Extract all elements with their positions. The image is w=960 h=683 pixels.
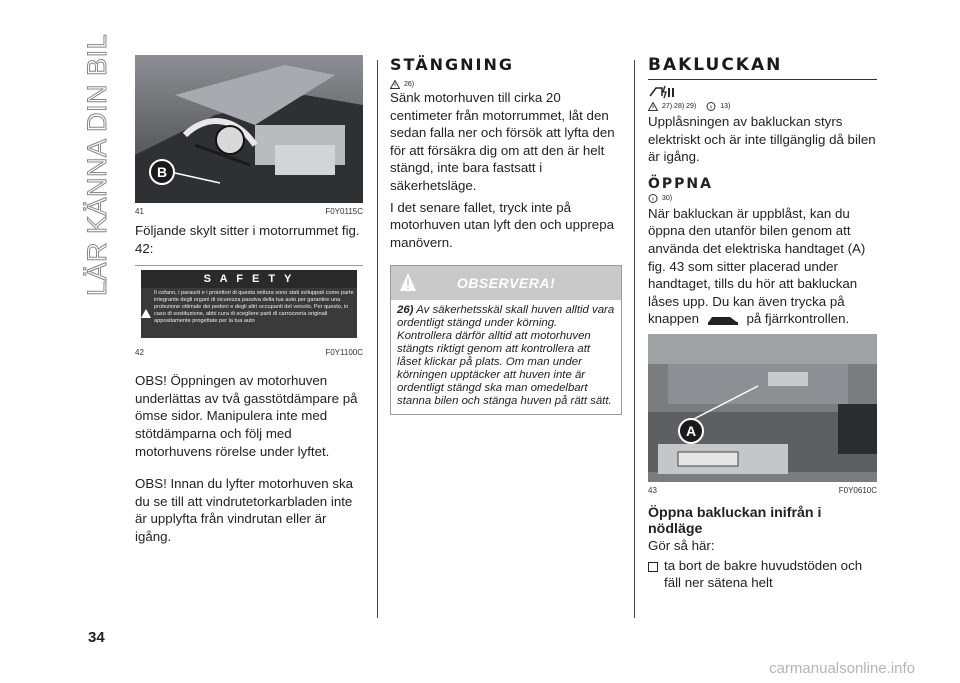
figure-code: F0Y0610C: [838, 485, 877, 495]
chapter-side-tab: [70, 33, 120, 310]
closing-paragraph-1: Sänk motorhuven till cirka 20 centimeter från motorrummet, låt den sedan falla ner och försök att lyfta den för att försäkra dig om att den är helt stängd, inte bara fastsatt i säkerhetsläge.: [390, 90, 615, 193]
column-left: [135, 55, 363, 546]
warning-triangle-icon: [390, 80, 400, 89]
figure-41-caption: [135, 207, 363, 216]
closing-paragraph-2: I det senare fallet, tryck inte på motorhuven utan lyft den och upprepa manövern.: [390, 199, 614, 250]
figure-number: 41: [135, 207, 144, 216]
rear-tailgate-illustration: [648, 334, 877, 482]
note-paragraph-1: OBS! Öppningen av motorhuven underlättas av två gasstötdämpare på ömse sidor. Manipulera inte med stötdämparna och följ med motorhuvens rörelse under lyftet.: [135, 373, 358, 459]
info-icon: [706, 102, 716, 111]
callout-b: B: [149, 159, 175, 185]
warning-triangle-icon: [648, 102, 658, 111]
reference-number: 30): [662, 194, 673, 202]
safety-label-header: [141, 270, 357, 288]
note-text: Av säkerhetsskäl skall huven alltid vara ordentligt stängd under körning. Kontrollera därför alltid att motorhuven stängts riktigt genom att kontrollera att låset klickar på plats. Om man under körningen upptäcker att huven inte är ordentligt stängd ska man omedelbart stanna bilen och stänga huven på rätt sätt.: [397, 304, 615, 408]
observera-note-box: [390, 265, 622, 415]
figure-code: F0Y1100C: [325, 348, 363, 358]
warning-reference: [648, 102, 877, 111]
tailgate-paragraph-1: Upplåsningen av bakluckan styrs elektriskt och är inte tillgänglig då bilen är igång.: [648, 114, 876, 165]
emergency-open-heading: Öppna bakluckan inifrån i nödläge: [648, 504, 822, 537]
intro-paragraph: Följande skylt sitter i motorrummet fig. 42:: [135, 223, 360, 256]
section-heading-closing: STÄNGNING: [390, 55, 514, 74]
warning-reference: [648, 194, 877, 203]
list-item-text: ta bort de bakre huvudstöden och fäll ner sätena helt: [664, 557, 863, 591]
electric-tailgate-icon: [648, 84, 877, 100]
open-paragraph-end: på fjärrkontrollen.: [746, 311, 850, 327]
figure-42-safety-label: [135, 265, 363, 344]
column-divider: [377, 60, 378, 618]
sub-heading-open: ÖPPNA: [648, 175, 713, 192]
figure-code: F0Y0115C: [325, 207, 363, 216]
page-number: 34: [88, 629, 105, 646]
note-number: 26): [397, 304, 414, 317]
warning-reference: [390, 80, 622, 89]
column-right: [648, 55, 877, 592]
safety-label-text: Il cofano, i paraurti e i proiettori di questa vettura sono stati sviluppati come parte integrante degli organi di sicurezza passiva della tua auto per garantire una protezione ottimale dei pedoni e degli altri occupanti del veicolo. Per questo, in caso di sostituzione, abbi cura di scegliere parti di carrozzeria originali appositamente progettate per la tua auto: [154, 290, 354, 325]
callout-a: A: [678, 418, 704, 444]
info-icon: [648, 194, 658, 203]
note-header: [391, 266, 621, 300]
reference-number: 26): [404, 81, 415, 88]
safety-label-body: [141, 288, 357, 338]
procedure-intro: Gör så här:: [648, 537, 715, 553]
section-heading-tailgate: BAKLUCKAN: [648, 55, 877, 80]
open-paragraph: [648, 205, 877, 328]
bullet-square-icon: [648, 562, 658, 572]
figure-43-photo: [648, 334, 877, 482]
column-divider: [634, 60, 635, 618]
list-item: [648, 557, 877, 592]
warning-triangle-icon: [399, 272, 417, 294]
open-paragraph-text: När bakluckan är uppblåst, kan du öppna den utanför bilen genom att använda det elektriska handtaget (A) fig. 43 som sitter placerad under handtaget, tills du hör att bakluckan låses upp. Du kan även trycka på knappen: [648, 205, 866, 327]
column-middle: [390, 55, 622, 415]
reference-numbers-2: 13): [720, 103, 731, 110]
reference-numbers: 27) 28) 29): [662, 103, 697, 110]
watermark: carmanualsonline.info: [769, 660, 915, 677]
safety-label-title: S A F E T Y: [203, 273, 295, 286]
chapter-title: LÄR KÄNNA DIN BIL: [82, 33, 112, 296]
figure-43-caption: [648, 486, 877, 495]
figure-42-caption: [135, 348, 363, 357]
note-title: OBSERVERA!: [456, 275, 556, 292]
figure-number: 43: [648, 485, 657, 495]
warning-symbol-icon: [141, 288, 151, 338]
note-body: [391, 300, 621, 414]
car-key-button-icon: [706, 313, 740, 327]
figure-41-photo: [135, 55, 363, 203]
figure-number: 42: [135, 348, 144, 358]
note-paragraph-2: OBS! Innan du lyfter motorhuven ska du se till att vindrutetorkarbladen inte är upplyfta från vindrutan eller är igång.: [135, 476, 354, 544]
